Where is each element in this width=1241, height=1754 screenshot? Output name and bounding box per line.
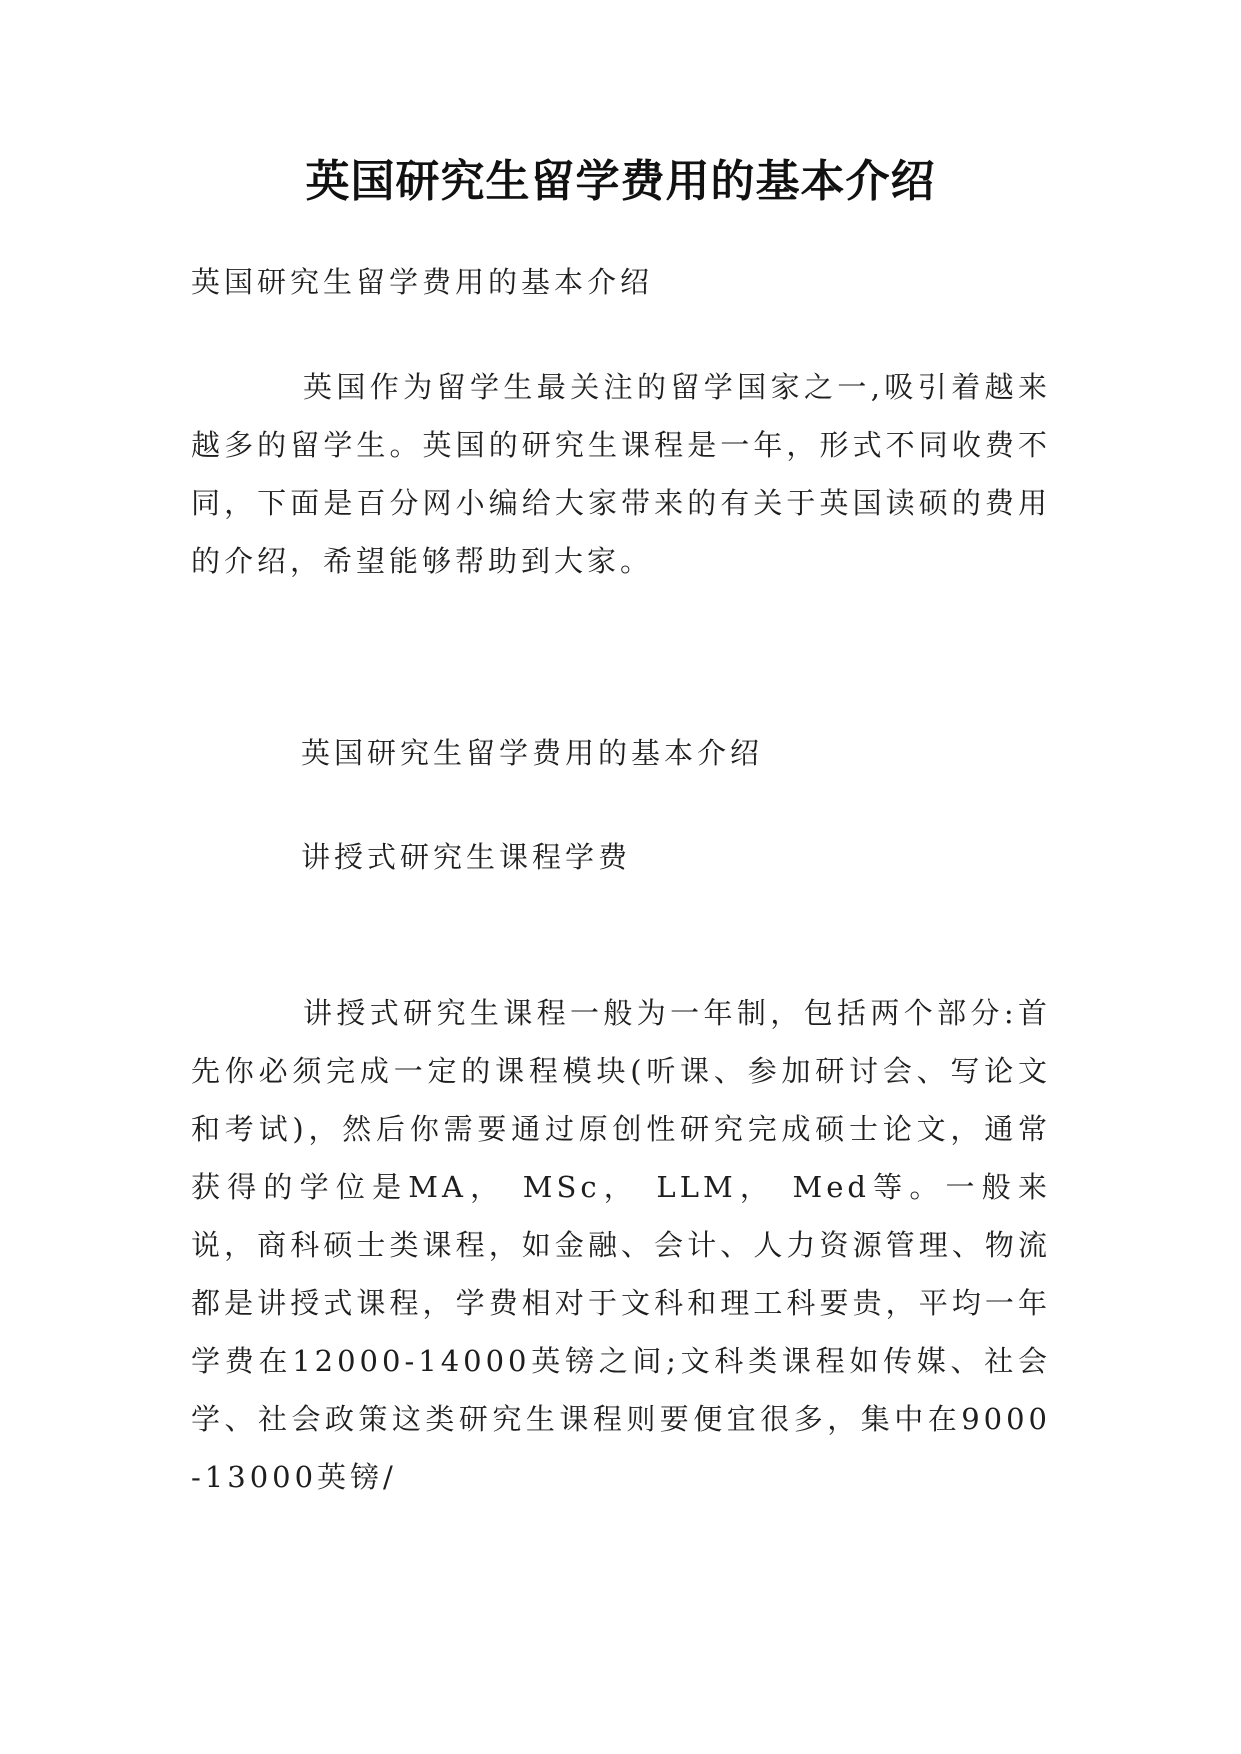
- document-subtitle: 英国研究生留学费用的基本介绍: [191, 265, 654, 299]
- document-title: 英国研究生留学费用的基本介绍: [305, 156, 936, 207]
- section-heading: 英国研究生留学费用的基本介绍: [301, 736, 764, 770]
- intro-paragraph: 英国作为留学生最关注的留学国家之一,吸引着越来越多的留学生。英国的研究生课程是一年，形式不同收费不同，下面是百分网小编给大家带来的有关于英国读硕的费用的介绍，希望能够帮助到大家。: [191, 370, 1051, 578]
- taught-course-paragraph: 讲授式研究生课程一般为一年制，包括两个部分:首先你必须完成一定的课程模块(听课、参加研讨会、写论文和考试)，然后你需要通过原创性研究完成硕士论文，通常获得的学位是MA， MSc， LLM， Med等。一般来说，商科硕士类课程，如金融、会计、人力资源管理、物流都是讲授式课程，学费相对于文科和理工科要贵，平均一年学费在12000-14000英镑之间;文科类课程如传媒、社会学、社会政策这类研究生课程则要便宜很多，集中在9000-13000英镑/: [191, 996, 1051, 1494]
- subsection-heading: 讲授式研究生课程学费: [301, 840, 632, 874]
